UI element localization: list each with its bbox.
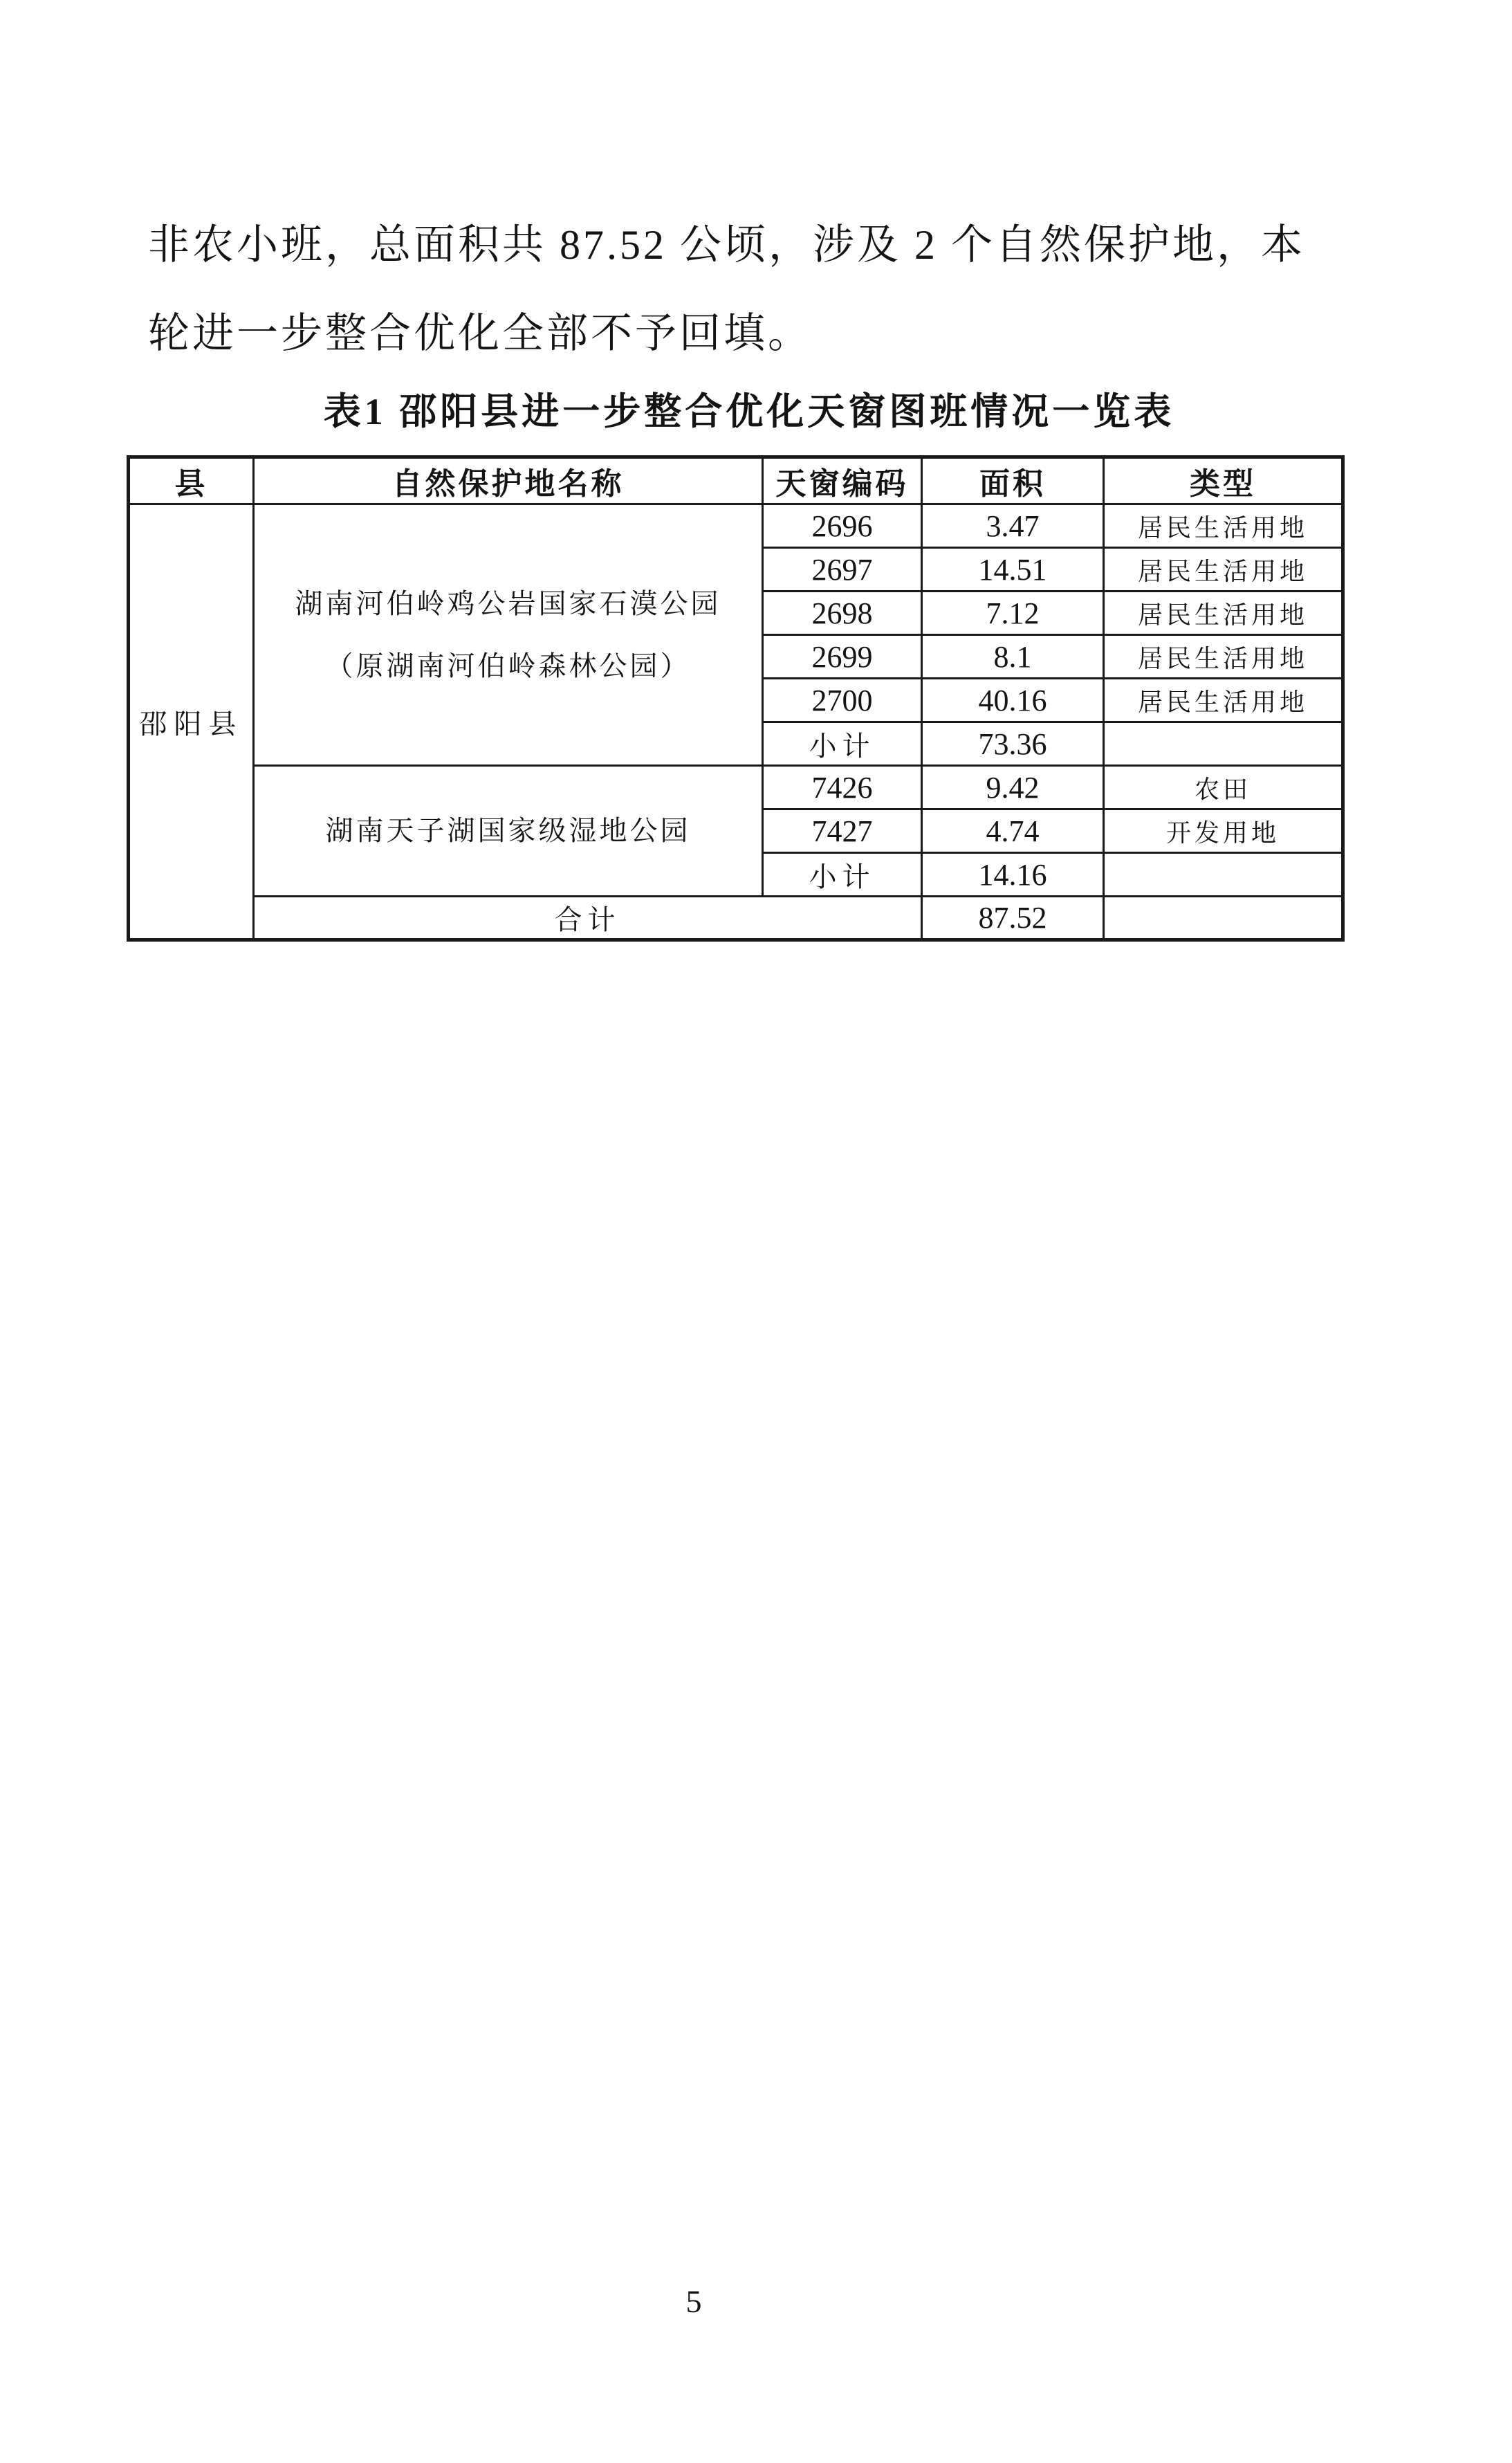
type-cell: 农田 [1104,766,1343,809]
park-name-line: （原湖南河伯岭森林公园） [325,650,691,681]
subtotal-area-cell: 14.16 [922,853,1104,897]
subtotal-type-cell [1104,722,1343,766]
type-cell: 居民生活用地 [1104,679,1343,722]
type-cell: 开发用地 [1104,809,1343,853]
code-cell: 2696 [763,504,922,548]
skylight-plots-table [127,455,1345,942]
body-paragraph [148,201,1365,378]
type-cell: 居民生活用地 [1104,635,1343,679]
type-cell: 居民生活用地 [1104,504,1343,548]
park-name-line: 湖南天子湖国家级湿地公园 [325,815,691,846]
county-cell: 邵阳县 [129,504,254,940]
subtotal-area-cell: 73.36 [922,722,1104,766]
area-cell: 14.51 [922,548,1104,592]
type-cell: 居民生活用地 [1104,548,1343,592]
code-cell: 7427 [763,809,922,853]
code-cell: 2700 [763,679,922,722]
total-area-cell: 87.52 [922,897,1104,940]
header-area: 面积 [922,457,1104,504]
header-county: 县 [129,457,254,504]
area-cell: 3.47 [922,504,1104,548]
code-cell: 7426 [763,766,922,809]
total-type-cell [1104,897,1343,940]
subtotal-type-cell [1104,853,1343,897]
code-cell: 2699 [763,635,922,679]
table-row [129,504,1343,548]
table-title: 表1 邵阳县进一步整合优化天窗图班情况一览表 [323,391,1175,432]
paragraph-line-2: 轮进一步整合优化全部不予回填。 [148,311,812,356]
total-label-cell: 合计 [254,897,922,940]
header-skylight-code: 天窗编码 [763,457,922,504]
type-cell: 居民生活用地 [1104,592,1343,635]
header-row [129,457,1343,504]
page-number: 5 [685,2284,702,2319]
code-cell: 2697 [763,548,922,592]
area-cell: 9.42 [922,766,1104,809]
code-cell: 2698 [763,592,922,635]
area-cell: 4.74 [922,809,1104,853]
park-name-cell [254,766,763,897]
park-name-cell [254,504,763,766]
header-protected-area-name: 自然保护地名称 [254,457,763,504]
park-name-line: 湖南河伯岭鸡公岩国家石漠公园 [295,587,721,619]
table-row [129,766,1343,809]
paragraph-line-1: 非农小班，总面积共 87.52 公顷，涉及 2 个自然保护地，本 [148,222,1305,268]
area-cell: 40.16 [922,679,1104,722]
area-cell: 8.1 [922,635,1104,679]
subtotal-label-cell: 小计 [763,853,922,897]
header-type: 类型 [1104,457,1343,504]
subtotal-label-cell: 小计 [763,722,922,766]
area-cell: 7.12 [922,592,1104,635]
total-row [129,897,1343,940]
